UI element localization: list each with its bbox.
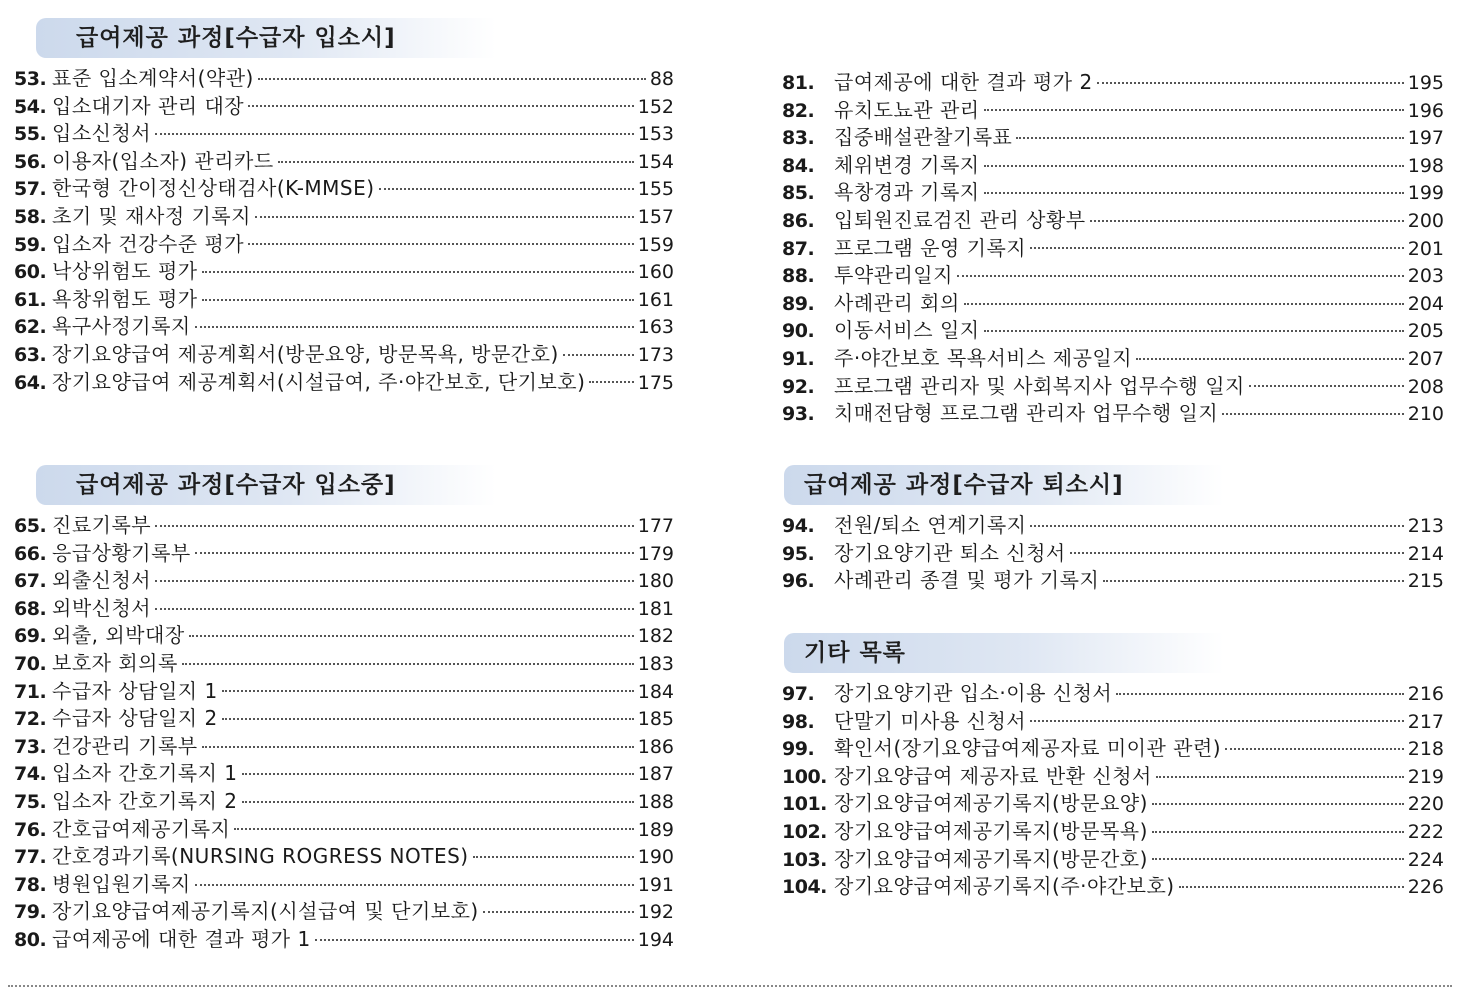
toc-entry[interactable]: [14, 757, 674, 785]
entry-number: 71.: [14, 680, 47, 703]
toc-entry[interactable]: [14, 619, 674, 647]
entry-title: 욕구사정기록지: [52, 314, 191, 339]
toc-entry[interactable]: [14, 923, 674, 951]
entry-title: 장기요양급여제공기록지(주·야간보호): [834, 874, 1175, 899]
entry-number: 63.: [14, 343, 47, 366]
entry-page-number: 181: [637, 597, 674, 620]
toc-entry[interactable]: [782, 705, 1444, 733]
entry-page-number: 196: [1407, 99, 1444, 122]
entry-page-number: 177: [637, 515, 674, 537]
entry-number: 69.: [14, 625, 47, 648]
entry-title: 유치도뇨관 관리: [834, 97, 980, 122]
entry-number: 88.: [782, 265, 815, 288]
entry-number: 98.: [782, 710, 815, 733]
entry-number: 65.: [14, 515, 47, 537]
toc-entry[interactable]: [14, 813, 674, 841]
entry-number: 103.: [782, 848, 827, 871]
entry-page-number: 204: [1407, 292, 1444, 315]
entry-number: 56.: [14, 150, 47, 173]
entry-title: 전원/퇴소 연계기록지: [834, 513, 1027, 537]
entry-title: 장기요양급여제공기록지(방문간호): [834, 846, 1148, 871]
toc-section-during-stay: [14, 465, 674, 951]
dot-leader: [1152, 858, 1404, 860]
dot-leader: [1030, 720, 1404, 722]
entry-title: 낙상위험도 평가: [52, 259, 198, 284]
entry-title: 치매전담형 프로그램 관리자 업무수행 일지: [834, 401, 1219, 426]
entry-page-number: 152: [637, 95, 674, 118]
toc-entry[interactable]: [782, 259, 1444, 287]
toc-entry[interactable]: [14, 62, 674, 90]
entry-page-number: 175: [637, 371, 674, 394]
dot-leader: [984, 109, 1404, 111]
toc-entry[interactable]: [14, 647, 674, 675]
toc-entry[interactable]: [14, 840, 674, 868]
dot-leader: [1249, 385, 1404, 387]
entry-number: 91.: [782, 347, 815, 370]
entry-number: 82.: [782, 99, 815, 122]
entry-title: 사례관리 회의: [834, 290, 960, 315]
dot-leader: [1030, 247, 1404, 249]
dot-leader: [155, 525, 634, 527]
entry-title: 단말기 미사용 신청서: [834, 708, 1027, 733]
dot-leader: [189, 635, 634, 637]
dot-leader: [589, 381, 633, 383]
entry-title: 집중배설관찰기록표: [834, 125, 1013, 150]
dot-leader: [248, 243, 634, 245]
dot-leader: [195, 884, 634, 886]
toc-entry[interactable]: [782, 342, 1444, 370]
entry-number: 76.: [14, 818, 47, 841]
dot-leader: [984, 165, 1404, 167]
entry-number: 89.: [782, 292, 815, 315]
toc-entry[interactable]: [14, 730, 674, 758]
entry-page-number: 159: [637, 233, 674, 256]
entry-title: 확인서(장기요양급여제공자료 미이관 관련): [834, 736, 1222, 761]
entry-number: 97.: [782, 683, 815, 705]
dot-leader: [234, 828, 633, 830]
entry-page-number: 205: [1407, 320, 1444, 343]
entry-title: 급여제공에 대한 결과 평가 2: [834, 70, 1093, 94]
toc-entries: [782, 66, 1444, 425]
entry-number: 81.: [782, 72, 815, 94]
entry-title: 입소신청서: [52, 121, 152, 146]
dot-leader: [1090, 220, 1404, 222]
entry-number: 54.: [14, 95, 47, 118]
entry-number: 104.: [782, 876, 827, 899]
dot-leader: [155, 133, 634, 135]
dot-leader: [315, 939, 634, 941]
entry-title: 외출신청서: [52, 568, 152, 593]
entry-title: 간호경과기록(NURSING ROGRESS NOTES): [52, 844, 469, 869]
entry-number: 85.: [782, 182, 815, 205]
dot-leader: [255, 216, 634, 218]
entry-page-number: 182: [637, 625, 674, 648]
entry-number: 72.: [14, 708, 47, 731]
entry-title: 장기요양기관 입소·이용 신청서: [834, 681, 1113, 705]
entry-number: 66.: [14, 542, 47, 565]
entry-page-number: 218: [1407, 738, 1444, 761]
toc-entry[interactable]: [782, 537, 1444, 565]
entry-title: 병원입원기록지: [52, 871, 191, 896]
entry-title: 이동서비스 일지: [834, 318, 980, 343]
entry-title: 응급상황기록부: [52, 540, 191, 565]
toc-entry[interactable]: [782, 509, 1444, 537]
toc-entry[interactable]: [782, 815, 1444, 843]
toc-entry[interactable]: [14, 172, 674, 200]
entry-page-number: 188: [637, 790, 674, 813]
entry-page-number: 214: [1407, 542, 1444, 565]
dot-leader: [258, 78, 646, 80]
dot-leader: [964, 303, 1404, 305]
toc-entry[interactable]: [14, 117, 674, 145]
footer-divider: [8, 985, 1452, 987]
entry-title: 입퇴원진료검진 관리 상황부: [834, 207, 1086, 232]
entry-number: 87.: [782, 237, 815, 260]
entry-number: 90.: [782, 320, 815, 343]
dot-leader: [242, 801, 634, 803]
entry-number: 80.: [14, 928, 47, 951]
toc-entries: [14, 509, 674, 951]
section-heading: 급여제공 과정[수급자 입소시]: [36, 18, 496, 58]
dot-leader: [202, 746, 634, 748]
entry-page-number: 198: [1407, 154, 1444, 177]
section-heading: 기타 목록: [784, 633, 1224, 673]
dot-leader: [1152, 803, 1404, 805]
dot-leader: [1225, 748, 1404, 750]
dot-leader: [248, 105, 634, 107]
entry-page-number: 173: [637, 343, 674, 366]
entry-page-number: 157: [637, 205, 674, 228]
toc-entry[interactable]: [782, 843, 1444, 871]
entry-number: 92.: [782, 375, 815, 398]
toc-entry[interactable]: [782, 94, 1444, 122]
entry-title: 프로그램 운영 기록지: [834, 235, 1027, 260]
entry-number: 64.: [14, 371, 47, 394]
toc-entry[interactable]: [14, 338, 674, 366]
entry-number: 60.: [14, 261, 47, 284]
entry-page-number: 210: [1407, 403, 1444, 426]
entry-title: 초기 및 재사정 기록지: [52, 203, 251, 228]
entry-title: 보호자 회의록: [52, 650, 178, 675]
entry-page-number: 200: [1407, 209, 1444, 232]
dot-leader: [155, 580, 634, 582]
dot-leader: [984, 330, 1404, 332]
entry-number: 93.: [782, 403, 815, 426]
dot-leader: [278, 161, 634, 163]
entry-title: 체위변경 기록지: [834, 152, 980, 177]
toc-entry[interactable]: [782, 732, 1444, 760]
toc-entries: [782, 509, 1444, 592]
entry-title: 장기요양기관 퇴소 신청서: [834, 540, 1066, 565]
dot-leader: [222, 690, 634, 692]
entry-title: 장기요양급여제공기록지(방문목욕): [834, 818, 1148, 843]
dot-leader: [242, 773, 634, 775]
toc-entries: [782, 677, 1444, 898]
entry-page-number: 187: [637, 763, 674, 786]
entry-number: 59.: [14, 233, 47, 256]
entry-number: 53.: [14, 68, 47, 90]
entry-title: 한국형 간이정신상태검사(K-MMSE): [52, 176, 375, 201]
entry-number: 55.: [14, 123, 47, 146]
entry-page-number: 208: [1407, 375, 1444, 398]
entry-number: 57.: [14, 178, 47, 201]
entry-page-number: 179: [637, 542, 674, 565]
dot-leader: [1136, 358, 1404, 360]
dot-leader: [1222, 413, 1404, 415]
entry-page-number: 163: [637, 316, 674, 339]
dot-leader: [202, 271, 634, 273]
entry-page-number: 180: [637, 570, 674, 593]
toc-section-discharge: [782, 465, 1444, 592]
toc-entry[interactable]: [14, 283, 674, 311]
entry-number: 86.: [782, 209, 815, 232]
dot-leader: [563, 354, 634, 356]
entry-number: 68.: [14, 597, 47, 620]
entry-title: 입소자 간호기록지 1: [52, 761, 238, 786]
entry-number: 70.: [14, 652, 47, 675]
entry-title: 급여제공에 대한 결과 평가 1: [52, 926, 311, 951]
dot-leader: [379, 188, 634, 190]
entry-number: 67.: [14, 570, 47, 593]
toc-entries: [14, 62, 674, 393]
toc-entry[interactable]: [782, 149, 1444, 177]
dot-leader: [1030, 525, 1403, 527]
toc-entry[interactable]: [782, 121, 1444, 149]
toc-entry[interactable]: [14, 868, 674, 896]
toc-entry[interactable]: [14, 537, 674, 565]
dot-leader: [957, 275, 1404, 277]
entry-title: 사례관리 종결 및 평가 기록지: [834, 568, 1100, 593]
entry-title: 장기요양급여 제공계획서(방문요양, 방문목욕, 방문간호): [52, 341, 559, 366]
toc-entry[interactable]: [14, 200, 674, 228]
entry-title: 투약관리일지: [834, 263, 953, 288]
toc-entry[interactable]: [782, 176, 1444, 204]
dot-leader: [1070, 552, 1404, 554]
entry-number: 58.: [14, 205, 47, 228]
entry-page-number: 195: [1407, 72, 1444, 94]
entry-title: 주·야간보호 목욕서비스 제공일지: [834, 345, 1133, 370]
entry-page-number: 222: [1407, 820, 1444, 843]
entry-page-number: 217: [1407, 710, 1444, 733]
entry-page-number: 160: [637, 261, 674, 284]
toc-section-others: [782, 633, 1444, 898]
entry-title: 장기요양급여제공기록지(시설급여 및 단기보호): [52, 899, 479, 924]
toc-entry[interactable]: [782, 232, 1444, 260]
entry-number: 61.: [14, 288, 47, 311]
toc-entry[interactable]: [782, 564, 1444, 592]
toc-entry[interactable]: [14, 366, 674, 394]
dot-leader: [195, 552, 634, 554]
entry-title: 건강관리 기록부: [52, 733, 198, 758]
toc-entry[interactable]: [782, 204, 1444, 232]
dot-leader: [1179, 886, 1404, 888]
entry-number: 84.: [782, 154, 815, 177]
entry-title: 외출, 외박대장: [52, 623, 185, 648]
entry-page-number: 190: [637, 846, 674, 869]
entry-number: 99.: [782, 738, 815, 761]
entry-page-number: 194: [637, 928, 674, 951]
dot-leader: [473, 856, 634, 858]
toc-entry[interactable]: [782, 677, 1444, 705]
entry-page-number: 186: [637, 735, 674, 758]
toc-entry[interactable]: [14, 702, 674, 730]
entry-page-number: 219: [1407, 765, 1444, 788]
entry-page-number: 184: [637, 680, 674, 703]
dot-leader: [1152, 831, 1404, 833]
entry-page-number: 192: [637, 901, 674, 924]
toc-entry[interactable]: [782, 787, 1444, 815]
entry-number: 79.: [14, 901, 47, 924]
entry-page-number: 207: [1407, 347, 1444, 370]
toc-entry[interactable]: [14, 785, 674, 813]
entry-page-number: 191: [637, 873, 674, 896]
toc-section-admission: [14, 18, 674, 393]
toc-entry[interactable]: [14, 310, 674, 338]
dot-leader: [1097, 82, 1404, 84]
entry-title: 수급자 상담일지 1: [52, 678, 218, 703]
entry-page-number: 155: [637, 178, 674, 201]
dot-leader: [155, 608, 634, 610]
entry-title: 간호급여제공기록지: [52, 816, 231, 841]
toc-entry[interactable]: [14, 564, 674, 592]
entry-title: 장기요양급여 제공계획서(시설급여, 주·야간보호, 단기보호): [52, 369, 586, 394]
entry-number: 94.: [782, 515, 815, 537]
entry-page-number: 199: [1407, 182, 1444, 205]
entry-page-number: 226: [1407, 876, 1444, 899]
entry-page-number: 224: [1407, 848, 1444, 871]
entry-number: 101.: [782, 793, 827, 816]
entry-page-number: 161: [637, 288, 674, 311]
entry-title: 욕창위험도 평가: [52, 286, 198, 311]
dot-leader: [1016, 137, 1403, 139]
toc-entry[interactable]: [14, 145, 674, 173]
entry-page-number: 189: [637, 818, 674, 841]
toc-entry[interactable]: [14, 895, 674, 923]
entry-title: 장기요양급여 제공자료 반환 신청서: [834, 763, 1152, 788]
entry-title: 입소자 건강수준 평가: [52, 231, 245, 256]
entry-title: 진료기록부: [52, 513, 152, 537]
section-heading: 급여제공 과정[수급자 입소중]: [36, 465, 496, 505]
entry-title: 욕창경과 기록지: [834, 180, 980, 205]
toc-entry[interactable]: [14, 90, 674, 118]
dot-leader: [182, 663, 634, 665]
dot-leader: [202, 299, 634, 301]
entry-number: 100.: [782, 765, 827, 788]
entry-title: 외박신청서: [52, 595, 152, 620]
entry-number: 96.: [782, 570, 815, 593]
entry-title: 입소자 간호기록지 2: [52, 788, 238, 813]
entry-number: 78.: [14, 873, 47, 896]
entry-page-number: 216: [1407, 683, 1444, 705]
toc-entry[interactable]: [782, 66, 1444, 94]
toc-entry[interactable]: [782, 287, 1444, 315]
toc-section-continued: [782, 62, 1444, 425]
toc-entry[interactable]: [14, 592, 674, 620]
entry-title: 프로그램 관리자 및 사회복지사 업무수행 일지: [834, 373, 1245, 398]
toc-entry[interactable]: [14, 509, 674, 537]
dot-leader: [483, 911, 634, 913]
dot-leader: [222, 718, 634, 720]
entry-page-number: 215: [1407, 570, 1444, 593]
toc-entry[interactable]: [782, 314, 1444, 342]
toc-entry[interactable]: [782, 760, 1444, 788]
entry-page-number: 201: [1407, 237, 1444, 260]
toc-entry[interactable]: [782, 370, 1444, 398]
entry-page-number: 213: [1407, 515, 1444, 537]
entry-page-number: 203: [1407, 265, 1444, 288]
entry-page-number: 220: [1407, 793, 1444, 816]
dot-leader: [1103, 580, 1403, 582]
entry-title: 장기요양급여제공기록지(방문요양): [834, 791, 1148, 816]
dot-leader: [1156, 776, 1404, 778]
toc-entry[interactable]: [14, 675, 674, 703]
entry-number: 77.: [14, 846, 47, 869]
entry-page-number: 185: [637, 708, 674, 731]
entry-title: 입소대기자 관리 대장: [52, 93, 245, 118]
toc-entry[interactable]: [782, 397, 1444, 425]
entry-title: 이용자(입소자) 관리카드: [52, 148, 274, 173]
dot-leader: [195, 326, 634, 328]
entry-page-number: 88: [649, 68, 674, 90]
entry-number: 75.: [14, 790, 47, 813]
toc-entry[interactable]: [14, 228, 674, 256]
entry-page-number: 197: [1407, 127, 1444, 150]
entry-page-number: 183: [637, 652, 674, 675]
dot-leader: [984, 192, 1404, 194]
entry-number: 83.: [782, 127, 815, 150]
section-heading: 급여제공 과정[수급자 퇴소시]: [784, 465, 1224, 505]
toc-entry[interactable]: [782, 870, 1444, 898]
entry-number: 102.: [782, 820, 827, 843]
entry-page-number: 154: [637, 150, 674, 173]
entry-title: 표준 입소계약서(약관): [52, 66, 254, 90]
entry-number: 62.: [14, 316, 47, 339]
entry-number: 73.: [14, 735, 47, 758]
dot-leader: [1116, 693, 1404, 695]
entry-page-number: 153: [637, 123, 674, 146]
entry-number: 95.: [782, 542, 815, 565]
entry-title: 수급자 상담일지 2: [52, 706, 218, 731]
toc-entry[interactable]: [14, 255, 674, 283]
entry-number: 74.: [14, 763, 47, 786]
